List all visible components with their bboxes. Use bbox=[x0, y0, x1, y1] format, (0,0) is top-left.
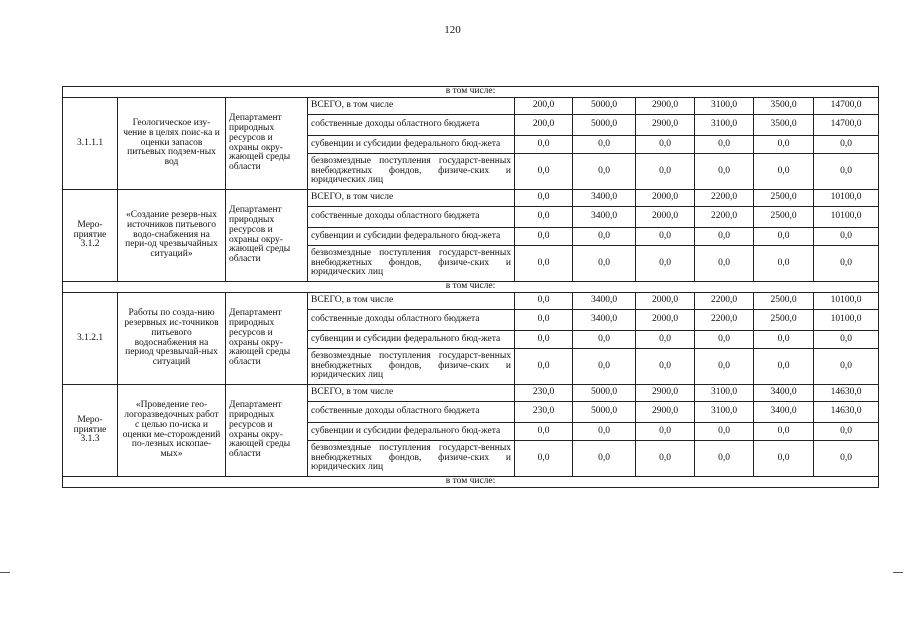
edge-mark-left bbox=[0, 572, 10, 573]
year-value: 2200,0 bbox=[695, 293, 754, 310]
year-value: 0,0 bbox=[754, 136, 814, 154]
funding-source: ВСЕГО, в том числе bbox=[308, 190, 515, 207]
year-value: 0,0 bbox=[754, 246, 814, 282]
table-row bbox=[63, 98, 879, 115]
year-value: 3100,0 bbox=[695, 98, 754, 115]
funding-source: субвенции и субсидии федерального бюд-жета bbox=[308, 136, 515, 154]
measure-code: 3.1.2.1 bbox=[63, 293, 118, 385]
funding-source: ВСЕГО, в том числе bbox=[308, 98, 515, 115]
year-value: 0,0 bbox=[636, 246, 695, 282]
table-row bbox=[63, 385, 879, 402]
total-value: 14700,0 bbox=[814, 115, 879, 136]
year-value: 0,0 bbox=[515, 310, 573, 331]
year-value: 5000,0 bbox=[573, 98, 636, 115]
year-value: 0,0 bbox=[573, 136, 636, 154]
year-value: 0,0 bbox=[573, 228, 636, 246]
responsible-department: Департамент природных ресурсов и охраны окру-жающей среды области bbox=[226, 385, 308, 477]
year-value: 0,0 bbox=[515, 246, 573, 282]
funding-source: ВСЕГО, в том числе bbox=[308, 385, 515, 402]
total-value: 14700,0 bbox=[814, 98, 879, 115]
year-value: 2500,0 bbox=[754, 293, 814, 310]
year-value: 3400,0 bbox=[754, 402, 814, 423]
total-value: 0,0 bbox=[814, 331, 879, 349]
year-value: 3100,0 bbox=[695, 115, 754, 136]
year-value: 0,0 bbox=[695, 441, 754, 477]
year-value: 0,0 bbox=[695, 154, 754, 190]
year-value: 0,0 bbox=[515, 441, 573, 477]
year-value: 0,0 bbox=[695, 246, 754, 282]
year-value: 0,0 bbox=[515, 228, 573, 246]
responsible-department: Департамент природных ресурсов и охраны окру-жающей среды области bbox=[226, 293, 308, 385]
year-value: 3400,0 bbox=[573, 310, 636, 331]
year-value: 0,0 bbox=[515, 154, 573, 190]
section-label: в том числе: bbox=[63, 87, 879, 98]
total-value: 10100,0 bbox=[814, 293, 879, 310]
funding-source: собственные доходы областного бюджета bbox=[308, 402, 515, 423]
year-value: 3400,0 bbox=[573, 293, 636, 310]
year-value: 0,0 bbox=[515, 293, 573, 310]
section-row bbox=[63, 87, 879, 98]
year-value: 3100,0 bbox=[695, 385, 754, 402]
year-value: 230,0 bbox=[515, 385, 573, 402]
year-value: 2200,0 bbox=[695, 190, 754, 207]
year-value: 0,0 bbox=[636, 136, 695, 154]
total-value: 0,0 bbox=[814, 136, 879, 154]
year-value: 3500,0 bbox=[754, 115, 814, 136]
year-value: 5000,0 bbox=[573, 385, 636, 402]
measure-code: Меро-приятие 3.1.2 bbox=[63, 190, 118, 282]
funding-source: собственные доходы областного бюджета bbox=[308, 207, 515, 228]
year-value: 0,0 bbox=[515, 423, 573, 441]
year-value: 5000,0 bbox=[573, 115, 636, 136]
year-value: 2000,0 bbox=[636, 293, 695, 310]
year-value: 0,0 bbox=[573, 423, 636, 441]
funding-source: собственные доходы областного бюджета bbox=[308, 310, 515, 331]
measure-name: «Создание резерв-ных источников питьевого водо-снабжения на пери-од чрезвычайных ситуаций» bbox=[118, 190, 226, 282]
year-value: 200,0 bbox=[515, 115, 573, 136]
year-value: 3100,0 bbox=[695, 402, 754, 423]
year-value: 3400,0 bbox=[573, 190, 636, 207]
measure-name: «Проведение гео-логоразведочных работ с целью по-иска и оценки ме-сторождений по-лезных ископае-мых» bbox=[118, 385, 226, 477]
section-label: в том числе: bbox=[63, 477, 879, 488]
funding-source: ВСЕГО, в том числе bbox=[308, 293, 515, 310]
funding-source: безвозмездные поступления государст-венных внебюджетных фондов, физиче-ских и юридических лиц bbox=[308, 441, 515, 477]
year-value: 3500,0 bbox=[754, 98, 814, 115]
budget-table bbox=[62, 86, 879, 488]
year-value: 0,0 bbox=[573, 349, 636, 385]
total-value: 10100,0 bbox=[814, 310, 879, 331]
year-value: 0,0 bbox=[754, 331, 814, 349]
year-value: 2500,0 bbox=[754, 207, 814, 228]
funding-source: безвозмездные поступления государст-венных внебюджетных фондов, физиче-ских и юридических лиц bbox=[308, 349, 515, 385]
section-row bbox=[63, 477, 879, 488]
year-value: 230,0 bbox=[515, 402, 573, 423]
funding-source: безвозмездные поступления государст-венных внебюджетных фондов, физиче-ских и юридических лиц bbox=[308, 246, 515, 282]
year-value: 0,0 bbox=[754, 349, 814, 385]
measure-name: Работы по созда-нию резервных ис-точников питьевого водоснабжения на период чрезвычай-ных ситуаций bbox=[118, 293, 226, 385]
year-value: 0,0 bbox=[754, 154, 814, 190]
year-value: 0,0 bbox=[695, 136, 754, 154]
year-value: 0,0 bbox=[573, 246, 636, 282]
year-value: 200,0 bbox=[515, 98, 573, 115]
responsible-department: Департамент природных ресурсов и охраны окру-жающей среды области bbox=[226, 98, 308, 190]
year-value: 0,0 bbox=[636, 423, 695, 441]
year-value: 0,0 bbox=[515, 190, 573, 207]
total-value: 10100,0 bbox=[814, 207, 879, 228]
year-value: 2500,0 bbox=[754, 190, 814, 207]
responsible-department: Департамент природных ресурсов и охраны окру-жающей среды области bbox=[226, 190, 308, 282]
section-row bbox=[63, 282, 879, 293]
funding-source: собственные доходы областного бюджета bbox=[308, 115, 515, 136]
edge-mark-right bbox=[893, 572, 903, 573]
year-value: 0,0 bbox=[695, 349, 754, 385]
total-value: 10100,0 bbox=[814, 190, 879, 207]
year-value: 0,0 bbox=[515, 331, 573, 349]
year-value: 0,0 bbox=[636, 228, 695, 246]
funding-source: субвенции и субсидии федерального бюд-жета bbox=[308, 423, 515, 441]
year-value: 2200,0 bbox=[695, 207, 754, 228]
table-row bbox=[63, 293, 879, 310]
total-value: 0,0 bbox=[814, 246, 879, 282]
year-value: 2900,0 bbox=[636, 385, 695, 402]
year-value: 0,0 bbox=[515, 349, 573, 385]
year-value: 0,0 bbox=[636, 331, 695, 349]
year-value: 0,0 bbox=[636, 154, 695, 190]
table-row bbox=[63, 190, 879, 207]
year-value: 2200,0 bbox=[695, 310, 754, 331]
year-value: 0,0 bbox=[695, 228, 754, 246]
year-value: 2000,0 bbox=[636, 310, 695, 331]
funding-source: субвенции и субсидии федерального бюд-жета bbox=[308, 331, 515, 349]
year-value: 2900,0 bbox=[636, 98, 695, 115]
year-value: 0,0 bbox=[515, 136, 573, 154]
year-value: 3400,0 bbox=[573, 207, 636, 228]
measure-name: Геологическое изу-чение в целях поис-ка и оценки запасов питьевых подзем-ных вод bbox=[118, 98, 226, 190]
total-value: 0,0 bbox=[814, 228, 879, 246]
year-value: 0,0 bbox=[636, 349, 695, 385]
year-value: 0,0 bbox=[754, 423, 814, 441]
year-value: 0,0 bbox=[573, 441, 636, 477]
year-value: 0,0 bbox=[754, 228, 814, 246]
measure-code: Меро-приятие 3.1.3 bbox=[63, 385, 118, 477]
total-value: 0,0 bbox=[814, 423, 879, 441]
year-value: 0,0 bbox=[515, 207, 573, 228]
year-value: 0,0 bbox=[695, 423, 754, 441]
year-value: 0,0 bbox=[573, 331, 636, 349]
year-value: 0,0 bbox=[695, 331, 754, 349]
total-value: 14630,0 bbox=[814, 402, 879, 423]
year-value: 0,0 bbox=[754, 441, 814, 477]
year-value: 0,0 bbox=[573, 154, 636, 190]
year-value: 2000,0 bbox=[636, 190, 695, 207]
funding-source: безвозмездные поступления государст-венных внебюджетных фондов, физиче-ских и юридических лиц bbox=[308, 154, 515, 190]
year-value: 2900,0 bbox=[636, 402, 695, 423]
section-label: в том числе: bbox=[63, 282, 879, 293]
year-value: 5000,0 bbox=[573, 402, 636, 423]
total-value: 0,0 bbox=[814, 154, 879, 190]
year-value: 2000,0 bbox=[636, 207, 695, 228]
total-value: 14630,0 bbox=[814, 385, 879, 402]
measure-code: 3.1.1.1 bbox=[63, 98, 118, 190]
year-value: 2900,0 bbox=[636, 115, 695, 136]
total-value: 0,0 bbox=[814, 441, 879, 477]
year-value: 2500,0 bbox=[754, 310, 814, 331]
page-number: 120 bbox=[444, 24, 461, 36]
year-value: 0,0 bbox=[636, 441, 695, 477]
year-value: 3400,0 bbox=[754, 385, 814, 402]
funding-source: субвенции и субсидии федерального бюд-жета bbox=[308, 228, 515, 246]
total-value: 0,0 bbox=[814, 349, 879, 385]
